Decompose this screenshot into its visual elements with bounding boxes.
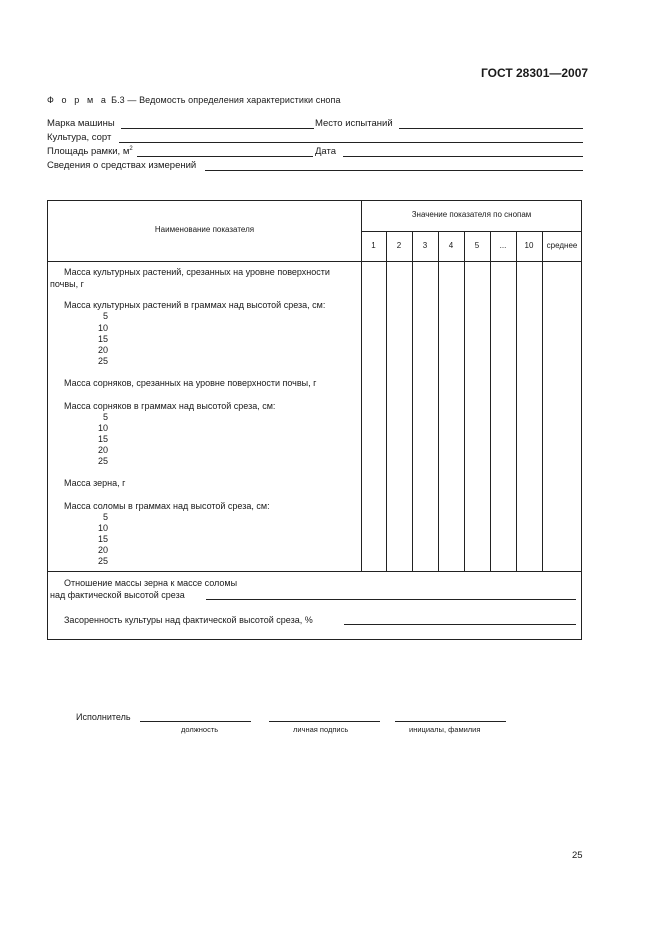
sheaf-col-5: 5: [474, 241, 480, 250]
name-caption: инициалы, фамилия: [409, 725, 481, 734]
position-caption: должность: [181, 725, 219, 734]
sheaf-col-2: 2: [396, 241, 402, 250]
row-crop-10: 10: [98, 323, 109, 333]
row-crop-mass-ground: Масса культурных растений, срезанных на уровне поверхности: [64, 267, 330, 277]
row-crop-mass-height: Масса культурных растений в граммах над высотой среза, см:: [64, 300, 326, 310]
form-title: [47, 95, 341, 105]
machine-field-row: [47, 118, 583, 131]
row-weed-20: 20: [98, 445, 109, 455]
row-straw-5: 5: [103, 512, 109, 522]
crop-blank[interactable]: [119, 142, 583, 143]
col-name-header: Наименование показателя: [154, 225, 255, 234]
row-weed-25: 25: [98, 456, 109, 466]
row-crop-15: 15: [98, 334, 109, 344]
place-label: Место испытаний: [315, 118, 393, 129]
sheaf-col-1: 1: [371, 241, 376, 250]
row-weed-15: 15: [98, 434, 109, 444]
signature-caption: личная подпись: [293, 725, 349, 734]
sheaf-col-ellipsis: ...: [499, 241, 507, 250]
crop-label: Культура, сорт: [47, 132, 112, 143]
col-values-header: Значение показателя по снопам: [411, 210, 532, 219]
instruments-field-row: [47, 160, 583, 173]
machine-blank[interactable]: [121, 128, 314, 129]
ratio-label-line1: Отношение массы зерна к массе соломы: [64, 578, 238, 588]
machine-label: Марка машины: [47, 118, 115, 129]
weediness-blank[interactable]: [344, 624, 576, 625]
instruments-label: Сведения о средствах измерений: [47, 160, 197, 171]
date-label: Дата: [315, 146, 337, 157]
row-weed-5: 5: [103, 412, 109, 422]
frame-area-field-row: [47, 146, 583, 159]
row-weed-mass-height: Масса сорняков в граммах над высотой среза, см:: [64, 401, 276, 411]
ratio-label-line2: над фактической высотой среза: [50, 590, 185, 600]
row-straw-15: 15: [98, 534, 109, 544]
sheaf-col-10: 10: [524, 241, 534, 250]
row-straw-mass-height: Масса соломы в граммах над высотой среза, см:: [64, 501, 270, 511]
row-crop-5: 5: [103, 311, 109, 321]
form-title-text: Б.3 — Ведомость определения характеристики снопа: [111, 95, 341, 105]
row-weed-mass-ground: Масса сорняков, срезанных на уровне поверхности почвы, г: [64, 378, 317, 388]
sheaf-col-average: среднее: [546, 241, 578, 250]
form-title-prefix: Ф о р м а: [47, 95, 109, 105]
crop-field-row: [47, 132, 583, 145]
characteristics-table: [47, 200, 582, 640]
row-grain-mass: Масса зерна, г: [64, 478, 126, 488]
row-weed-10: 10: [98, 423, 109, 433]
sheaf-col-3: 3: [422, 241, 428, 250]
ratio-blank[interactable]: [206, 599, 576, 600]
place-blank[interactable]: [399, 128, 583, 129]
instruments-blank[interactable]: [205, 170, 583, 171]
row-straw-25: 25: [98, 556, 109, 566]
position-blank[interactable]: [140, 721, 251, 722]
standard-number: ГОСТ 28301—2007: [481, 66, 589, 80]
frame-area-label: Площадь рамки, $м^2$: [47, 146, 133, 157]
row-crop-mass-ground-cont: почвы, г: [50, 279, 84, 289]
executor-label: Исполнитель: [76, 712, 131, 722]
frame-area-blank[interactable]: [137, 156, 313, 157]
sheaf-col-4: 4: [448, 241, 454, 250]
page-number: 25: [572, 850, 583, 861]
row-straw-10: 10: [98, 523, 109, 533]
signature-blank[interactable]: [269, 721, 380, 722]
row-straw-20: 20: [98, 545, 109, 555]
weediness-label: Засоренность культуры над фактической высотой среза, %: [64, 615, 313, 625]
name-blank[interactable]: [395, 721, 506, 722]
row-crop-25: 25: [98, 356, 109, 366]
row-crop-20: 20: [98, 345, 109, 355]
date-blank[interactable]: [343, 156, 583, 157]
